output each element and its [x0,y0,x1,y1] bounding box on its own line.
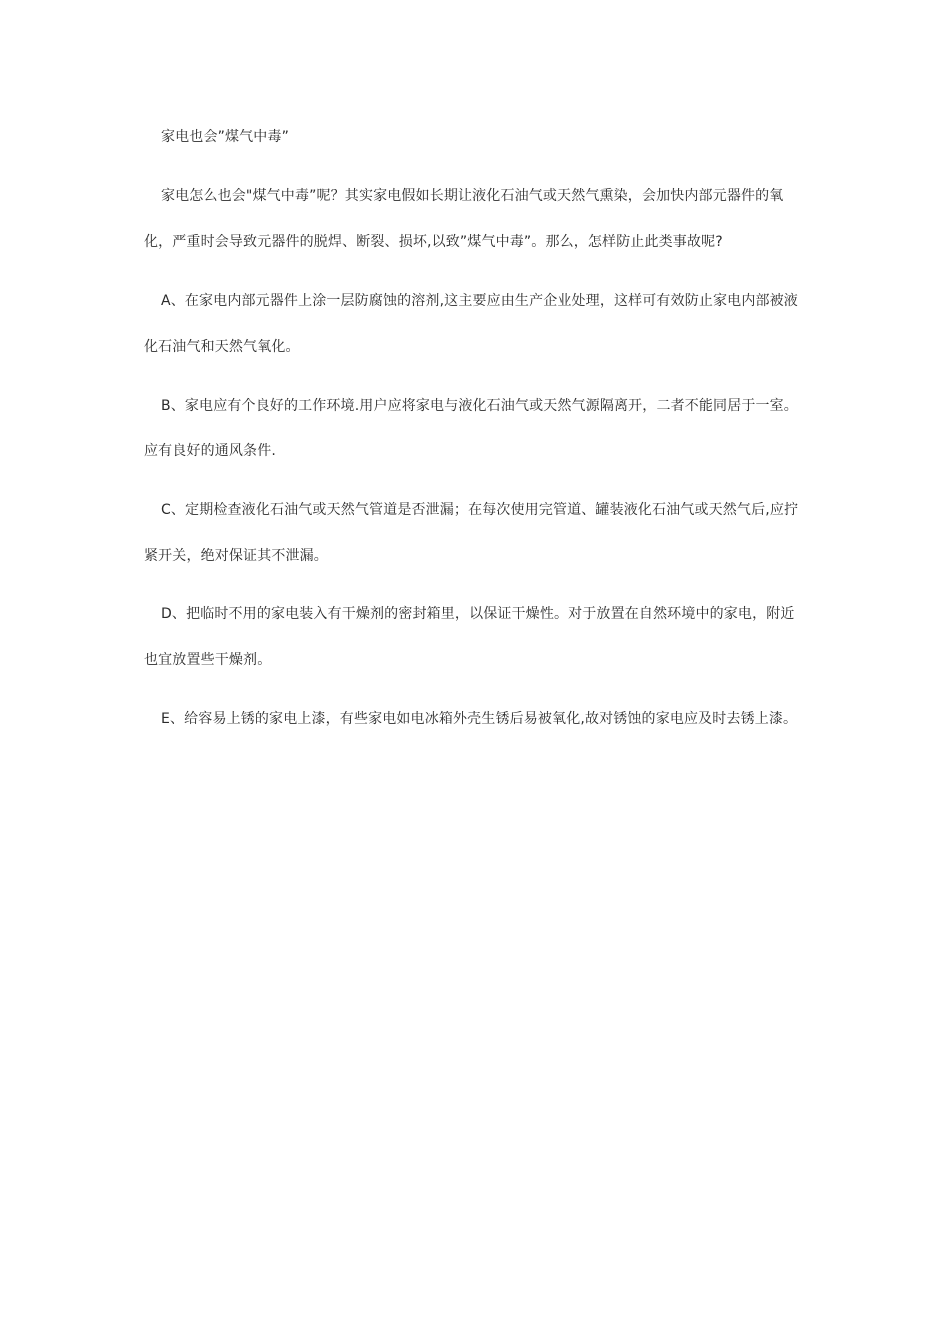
item-a-line-1: A、在家电内部元器件上涂一层防腐蚀的溶剂,这主要应由生产企业处理，这样可有效防止家电内部被液 [161,293,798,309]
item-d-line-1: D、把临时不用的家电装入有干燥剂的密封箱里，以保证干燥性。对于放置在自然环境中的家电，附近 [161,606,795,622]
item-e-line-1: E、给容易上锈的家电上漆，有些家电如电冰箱外壳生锈后易被氧化,故对锈蚀的家电应及时去锈上漆。 [161,711,798,727]
item-d-line-2: 也宜放置些干燥剂。 [144,652,272,668]
item-b-line-2: 应有良好的通风条件. [144,443,276,459]
item-a-line-2: 化石油气和天然气氧化。 [144,339,300,355]
item-c-line-1: C、定期检查液化石油气或天然气管道是否泄漏；在每次使用完管道、罐装液化石油气或天然气后,应拧 [161,502,799,518]
item-b-line-1: B、家电应有个良好的工作环境.用户应将家电与液化石油气或天然气源隔离开，二者不能同居于一室。 [161,398,798,414]
item-c-line-2: 紧开关，绝对保证其不泄漏。 [144,548,328,564]
intro-line-2: 化，严重时会导致元器件的脱焊、断裂、损坏,以致”煤气中毒”。那么，怎样防止此类事故呢? [144,234,723,250]
document-title: 家电也会”煤气中毒” [161,129,290,145]
intro-line-1: 家电怎么也会"煤气中毒”呢？其实家电假如长期让液化石油气或天然气熏染，会加快内部元器件的氧 [161,188,784,204]
